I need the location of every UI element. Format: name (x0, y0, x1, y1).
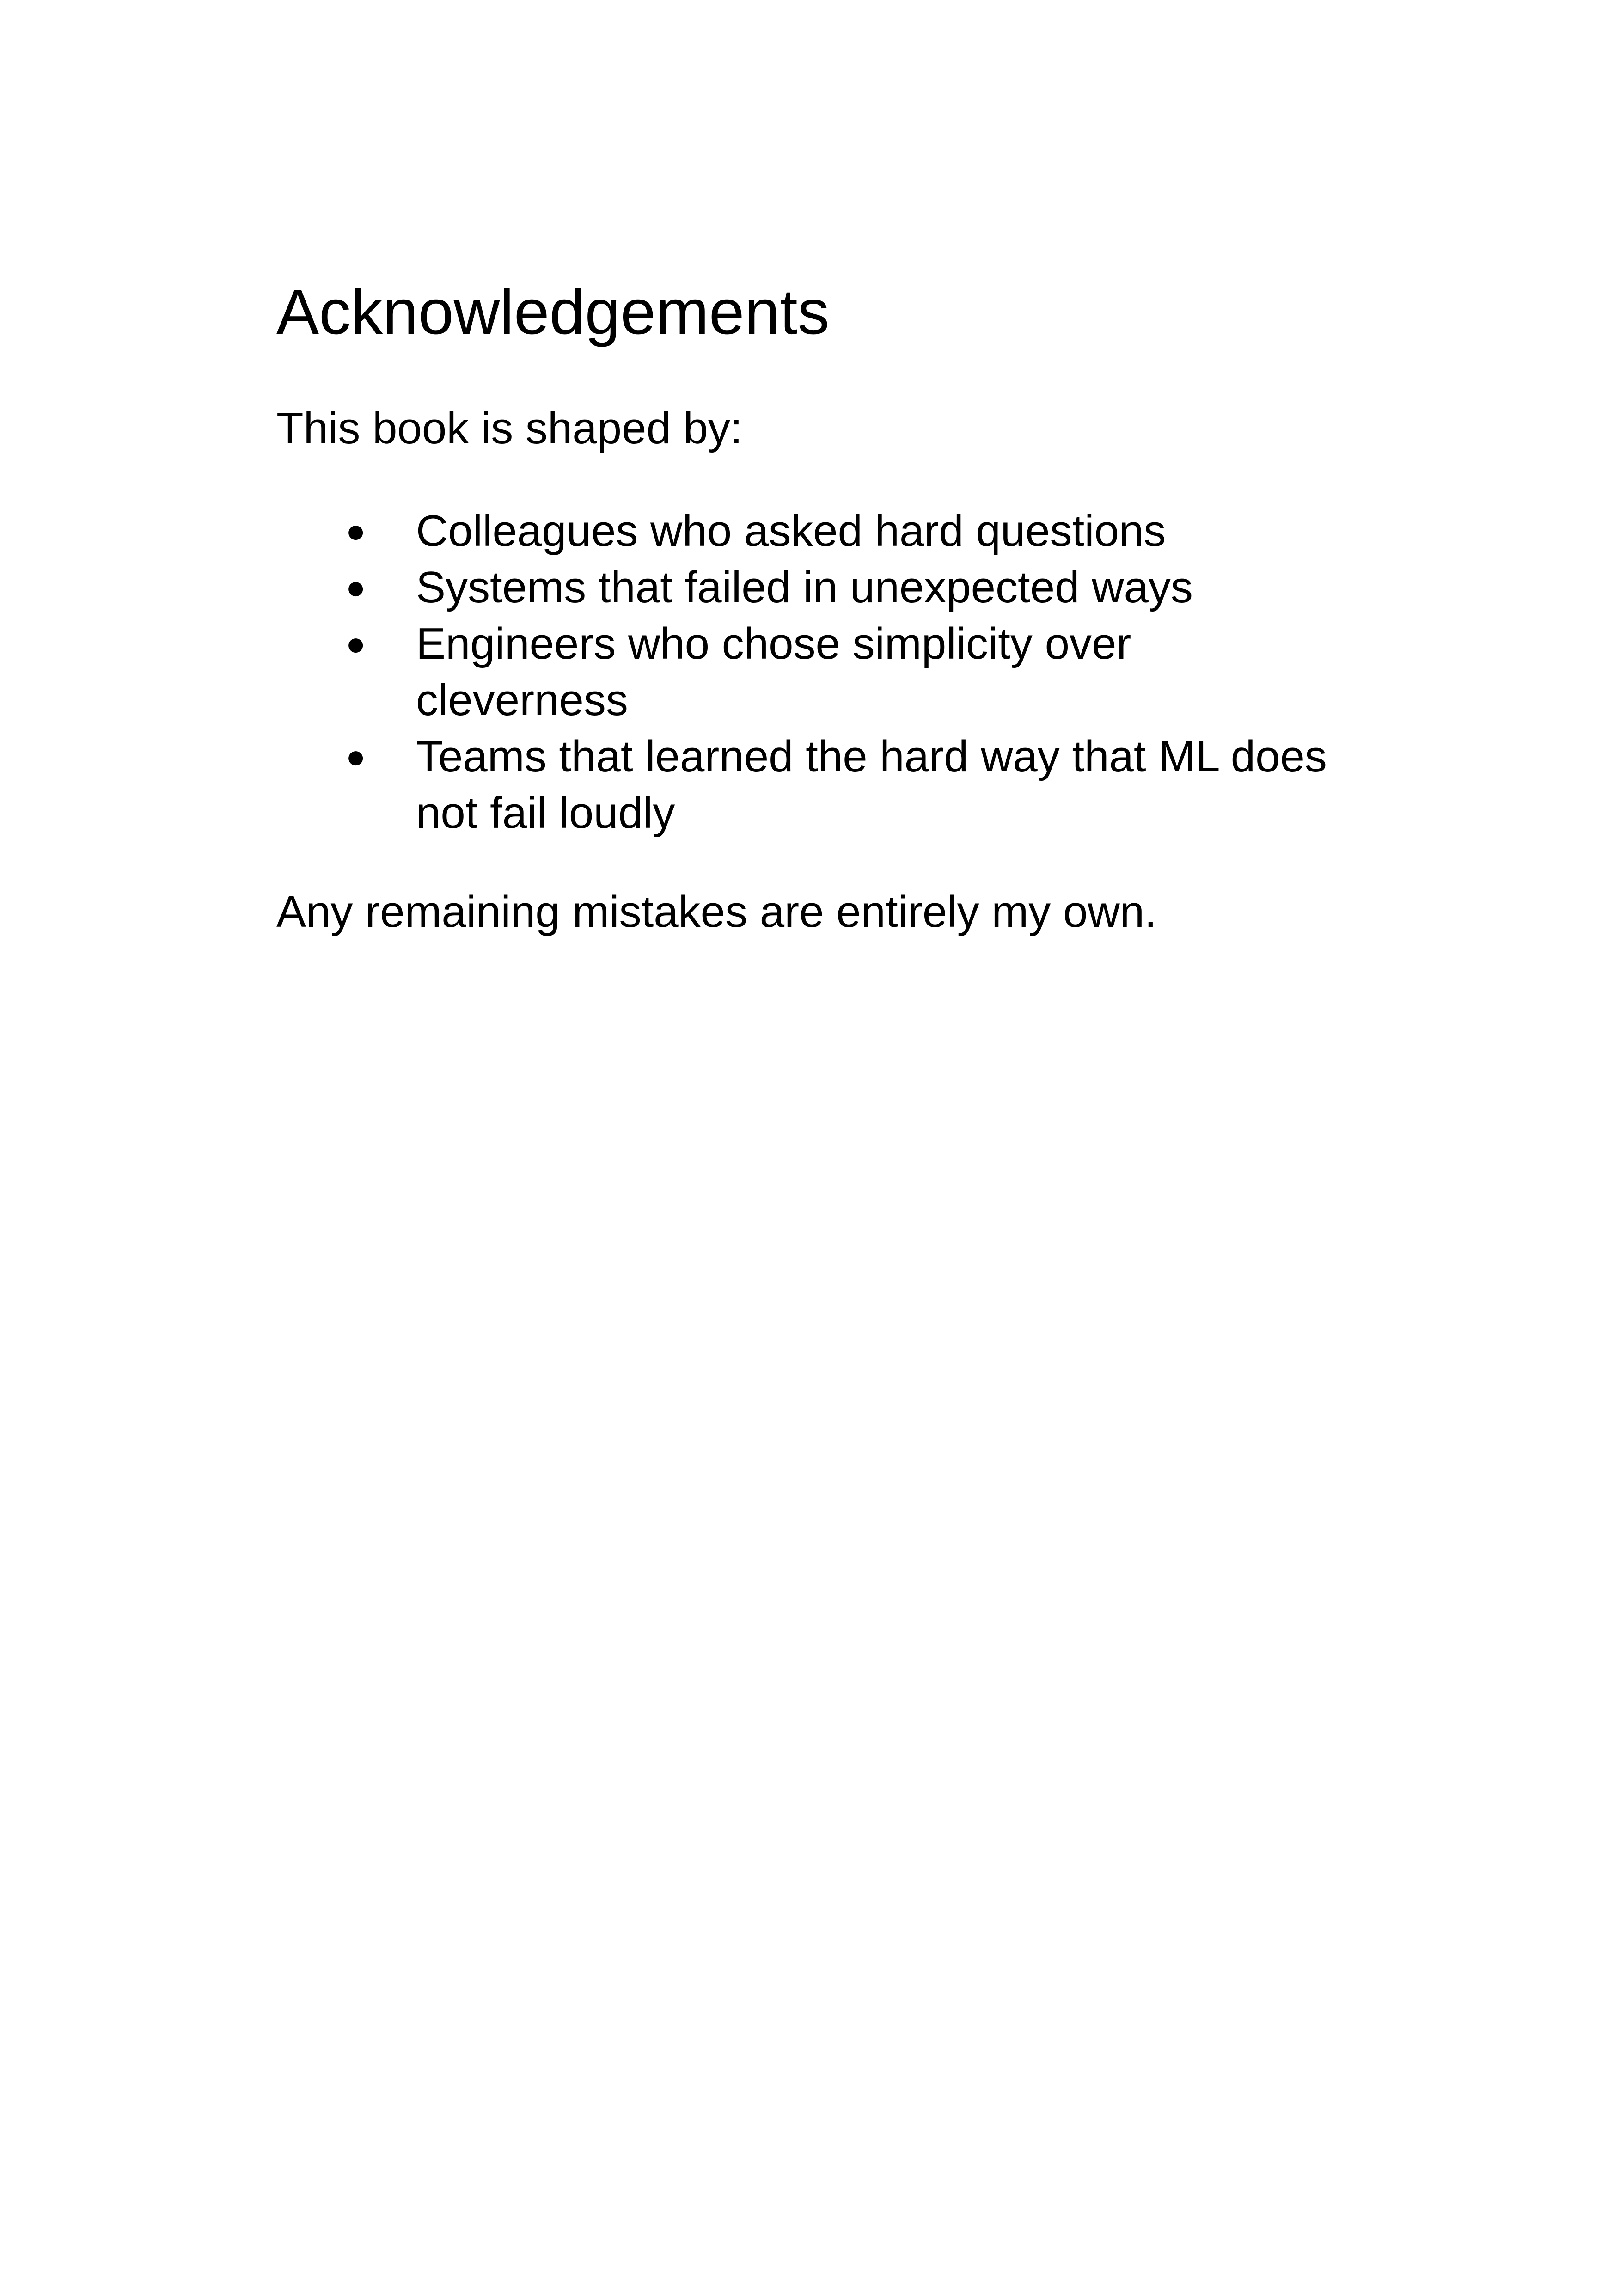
bullet-icon: ● (346, 625, 366, 662)
page-content (276, 268, 1339, 940)
list-item-text: Teams that learned the hard way that ML does not fail loudly (416, 732, 1327, 838)
list-item (276, 729, 1339, 841)
closing-paragraph: Any remaining mistakes are entirely my own. (276, 887, 1157, 937)
bullet-icon: ● (346, 738, 366, 775)
acknowledgement-list (276, 503, 1339, 841)
bullet-icon: ● (346, 569, 366, 606)
list-item (276, 559, 1339, 616)
intro-paragraph: This book is shaped by: (276, 404, 743, 453)
list-item-text: Systems that failed in unexpected ways (416, 563, 1193, 612)
list-item-text: Colleagues who asked hard questions (416, 506, 1166, 556)
page-title: Acknowledgements (276, 276, 830, 348)
list-item-text: Engineers who chose simplicity over cleverness (416, 619, 1131, 725)
list-item (276, 503, 1339, 559)
bullet-icon: ● (346, 513, 366, 550)
list-item (276, 616, 1339, 729)
